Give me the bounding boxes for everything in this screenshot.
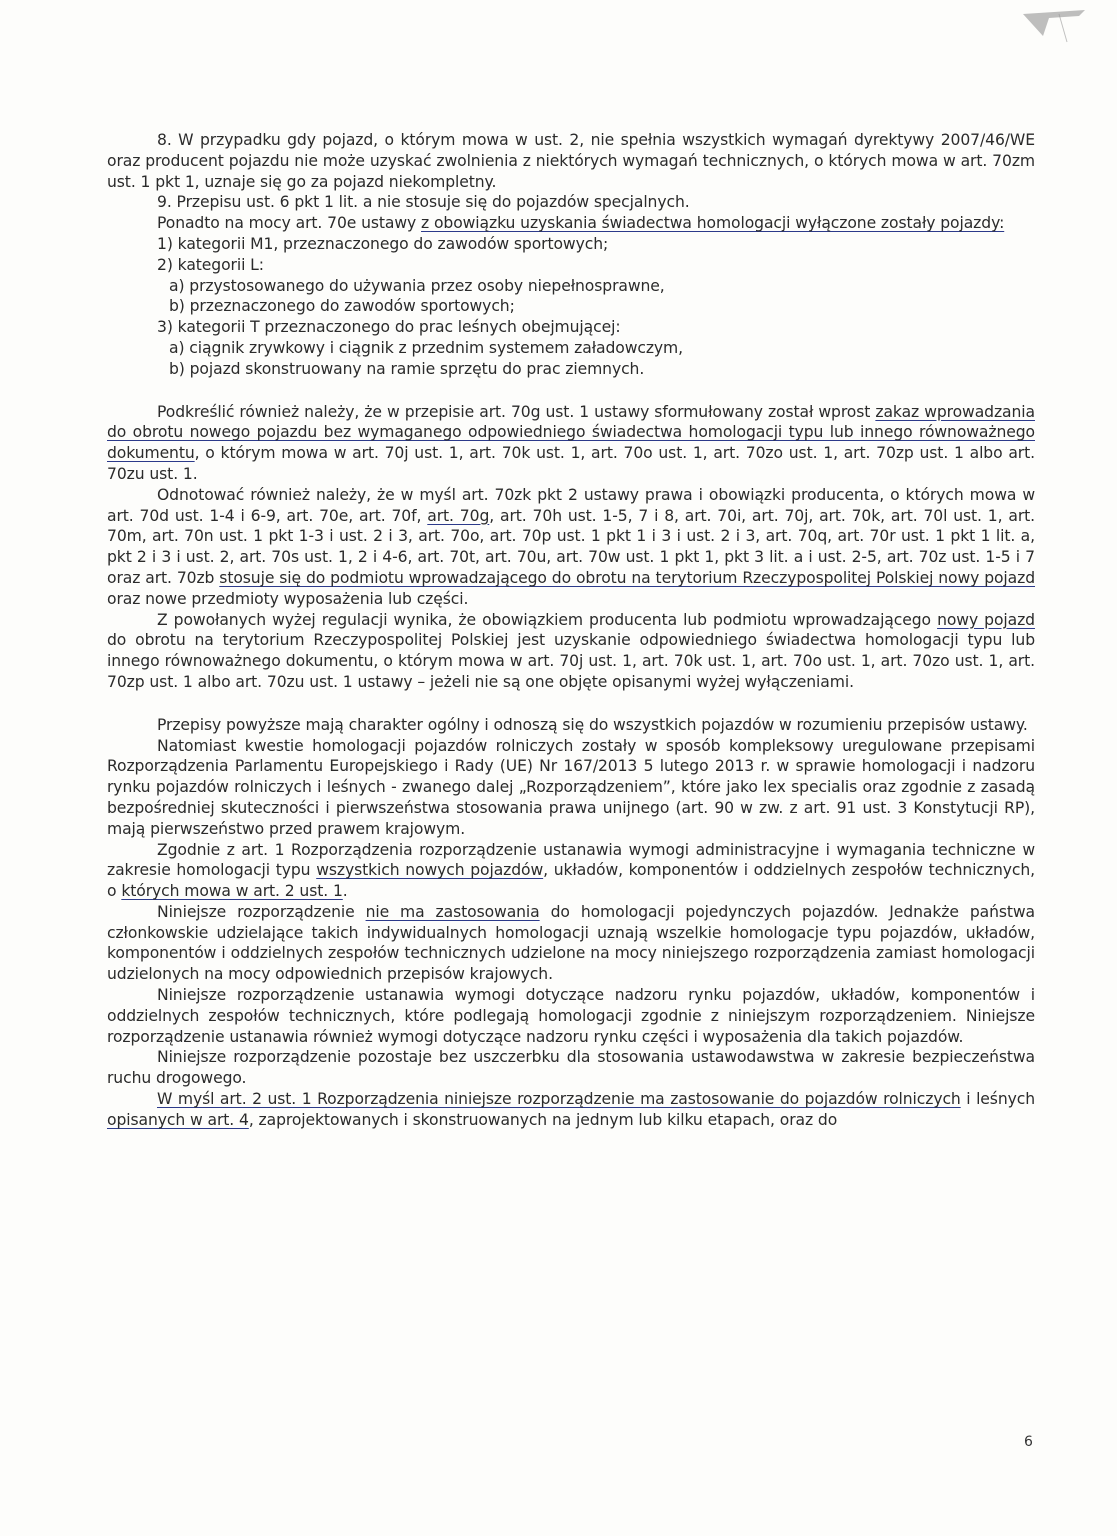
list-item-3b: b) pojazd skonstruowany na ramie sprzętu do prac ziemnych.: [169, 359, 645, 378]
paragraph-odnotowac: [107, 485, 1035, 610]
list-item-2b: b) przeznaczonego do zawodów sportowych;: [169, 297, 515, 316]
paragraph-zgodnie: [107, 840, 1035, 902]
paragraph-podkreslic: [107, 402, 1035, 485]
text-run: Odnotować również należy, że w myśl art. 70zk pkt 2 ustawy prawa i obowiązki producenta, o których mowa w art. 70d ust. 1-4 i 6-9, art. 70e, art. 70f,: [107, 485, 1035, 525]
text-run: Zgodnie z art. 1 Rozporządzenia rozporządzenie ustanawia wymogi administracyjne i wymagania techniczne w zakresie homologacji typu: [107, 840, 1035, 880]
text-run: Z powołanych wyżej regulacji wynika, że obowiązkiem producenta lub podmiotu wprowadzającego: [157, 610, 938, 629]
underlined-text: z obowiązku uzyskania świadectwa homologacji wyłączone zostały pojazdy:: [421, 214, 1005, 233]
paragraph-gap: [107, 380, 1035, 402]
underlined-text: których mowa w art. 2 ust. 1: [121, 882, 343, 901]
paragraph-8: 8. W przypadku gdy pojazd, o którym mowa w ust. 2, nie spełnia wszystkich wymagań dyrektywy 2007/46/WE oraz producent pojazdu nie może uzyskać zwolnienia z niektórych wymagań technicznych, o których mowa w art. 70zm ust. 1 pkt 1, uznaje się go za pojazd niekompletny.: [107, 131, 1035, 191]
document-body: [107, 130, 1035, 1131]
paragraph-natomiast: Natomiast kwestie homologacji pojazdów rolniczych zostały w sposób kompleksowy uregulowane przepisami Rozporządzenia Parlamentu Europejskiego i Rady (UE) Nr 167/2013 5 lutego 2013 r. w sprawie homologacji i nadzoru rynku pojazdów rolniczych i leśnych - zwanego dalej „Rozporządzeniem”, które jako lex specialis oraz zgodnie z zasadą bezpośredniej skuteczności i pierwszeństwa stosowania prawa unijnego (art. 90 w zw. z art. 91 ust. 3 Konstytucji RP), mają pierwszeństwo przed prawem krajowym.: [107, 736, 1035, 838]
text-run: Podkreślić również należy, że w przepisie art. 70g ust. 1 ustawy sformułowany został wprost: [157, 402, 876, 421]
text-run: , o którym mowa w art. 70j ust. 1, art. 70k ust. 1, art. 70o ust. 1, art. 70zo ust. 1, art. 70zp ust. 1 albo art. 70zu ust. 1.: [107, 444, 1035, 483]
underlined-text: wszystkich nowych pojazdów: [316, 861, 544, 880]
underlined-text: opisanych w art. 4: [107, 1110, 249, 1129]
scan-artifact-corner: [1019, 6, 1089, 46]
text-run: i leśnych: [960, 1090, 1035, 1109]
list-item-3: 3) kategorii T przeznaczonego do prac leśnych obejmującej:: [157, 318, 621, 337]
text-run: do obrotu na terytorium Rzeczypospolitej Polskiej jest uzyskanie odpowiedniego świadectwa homologacji typu lub innego równoważnego dokumentu, o którym mowa w art. 70j ust. 1, art. 70k ust. 1, art. 70o ust. 1, art. 70zo ust. 1, art. 70zp ust. 1 albo art. 70zu ust. 1 ustawy – jeżeli nie są one objęte opisanymi wyżej wyłączeniami.: [107, 631, 1035, 691]
text-run: , art. 70h ust. 1-5, 7 i 8, art. 70i, art. 70j, art. 70k, art. 70l ust. 1, art. 70m, art. 70n ust. 1 pkt 1-3 i ust. 2 i 3, art. 70o, art. 70p ust. 1 pkt 1 i 3 i ust. 2 i 3, art. 70q, art. 70r ust. 1 pkt 1 lit. a, pkt 2 i 3 i ust. 2, art. 70s ust. 1, 2 i 4-6, art. 70t, art. 70u, art. 70w ust. 1 pkt 1, pkt 3 lit. a i ust. 2-5, art. 70z ust. 1-5 i 7 oraz art. 70zb: [107, 506, 1036, 587]
page-number: 6: [1024, 1434, 1033, 1450]
underlined-text: nowy pojazd: [937, 610, 1035, 629]
text-run: Ponadto na mocy art. 70e ustawy: [157, 214, 422, 233]
text-run: , układów, komponentów i oddzielnych zespołów technicznych, o: [107, 861, 1035, 901]
paragraph-9: 9. Przepisu ust. 6 pkt 1 lit. a nie stosuje się do pojazdów specjalnych.: [157, 193, 690, 212]
list-item-3a: a) ciągnik zrywkowy i ciągnik z przednim systemem załadowczym,: [169, 338, 684, 357]
paragraph-niniejsze-2: Niniejsze rozporządzenie ustanawia wymogi dotyczące nadzoru rynku pojazdów, układów, komponentów i oddzielnych zespołów technicznych, które podlegają homologacji zgodnie z niniejszym rozporządzeniem. Niniejsze rozporządzenie ustanawia również wymogi dotyczące nadzoru rynku części i wyposażenia dla takich pojazdów.: [107, 986, 1035, 1046]
text-run: do homologacji pojedynczych pojazdów. Jednakże państwa członkowskie udzielające takich indywidualnych homologacji uznają wszelkie homologacje typu pojazdów, układów, komponentów i oddzielnych zespołów technicznych udzielone na mocy niniejszego rozporządzenia zamiast homologacji udzielonych na mocy odpowiednich przepisów krajowych.: [107, 902, 1035, 984]
underlined-text: W myśl art. 2 ust. 1 Rozporządzenia niniejsze rozporządzenie ma zastosowanie do pojazdów rolniczych: [157, 1090, 961, 1109]
paragraph-gap: [107, 693, 1035, 715]
underlined-text: nie ma zastosowania: [365, 902, 540, 921]
underlined-text: stosuje się do podmiotu wprowadzającego do obrotu na terytorium Rzeczypospolitej Polskiej nowy pojazd: [219, 568, 1036, 587]
paragraph-niniejsze-3: Niniejsze rozporządzenie pozostaje bez uszczerbku dla stosowania ustawodawstwa w zakresie bezpieczeństwa ruchu drogowego.: [107, 1048, 1035, 1088]
underlined-text: zakaz wprowadzania do obrotu nowego pojazdu bez wymaganego odpowiedniego świadectwa homologacji typu lub innego równoważnego dokumentu: [107, 402, 1035, 463]
text-run: Niniejsze rozporządzenie: [157, 902, 366, 921]
underlined-text: art. 70g: [427, 506, 490, 525]
paragraph-przepisy: Przepisy powyższe mają charakter ogólny i odnoszą się do wszystkich pojazdów w rozumieniu przepisów ustawy.: [157, 715, 1028, 734]
paragraph-ponadto: [107, 213, 1035, 234]
text-run: .: [342, 882, 348, 901]
text-run: oraz nowe przedmioty wyposażenia lub części.: [107, 589, 469, 608]
paragraph-w-mysl: [107, 1089, 1035, 1131]
list-item-2a: a) przystosowanego do używania przez osoby niepełnosprawne,: [169, 276, 665, 295]
list-item-2: 2) kategorii L:: [157, 255, 264, 274]
paragraph-niniejsze-1: [107, 902, 1035, 985]
list-item-1: 1) kategorii M1, przeznaczonego do zawodów sportowych;: [157, 234, 609, 253]
text-run: , zaprojektowanych i skonstruowanych na jednym lub kilku etapach, oraz do: [248, 1110, 838, 1129]
paragraph-z-powolanych: [107, 610, 1035, 693]
